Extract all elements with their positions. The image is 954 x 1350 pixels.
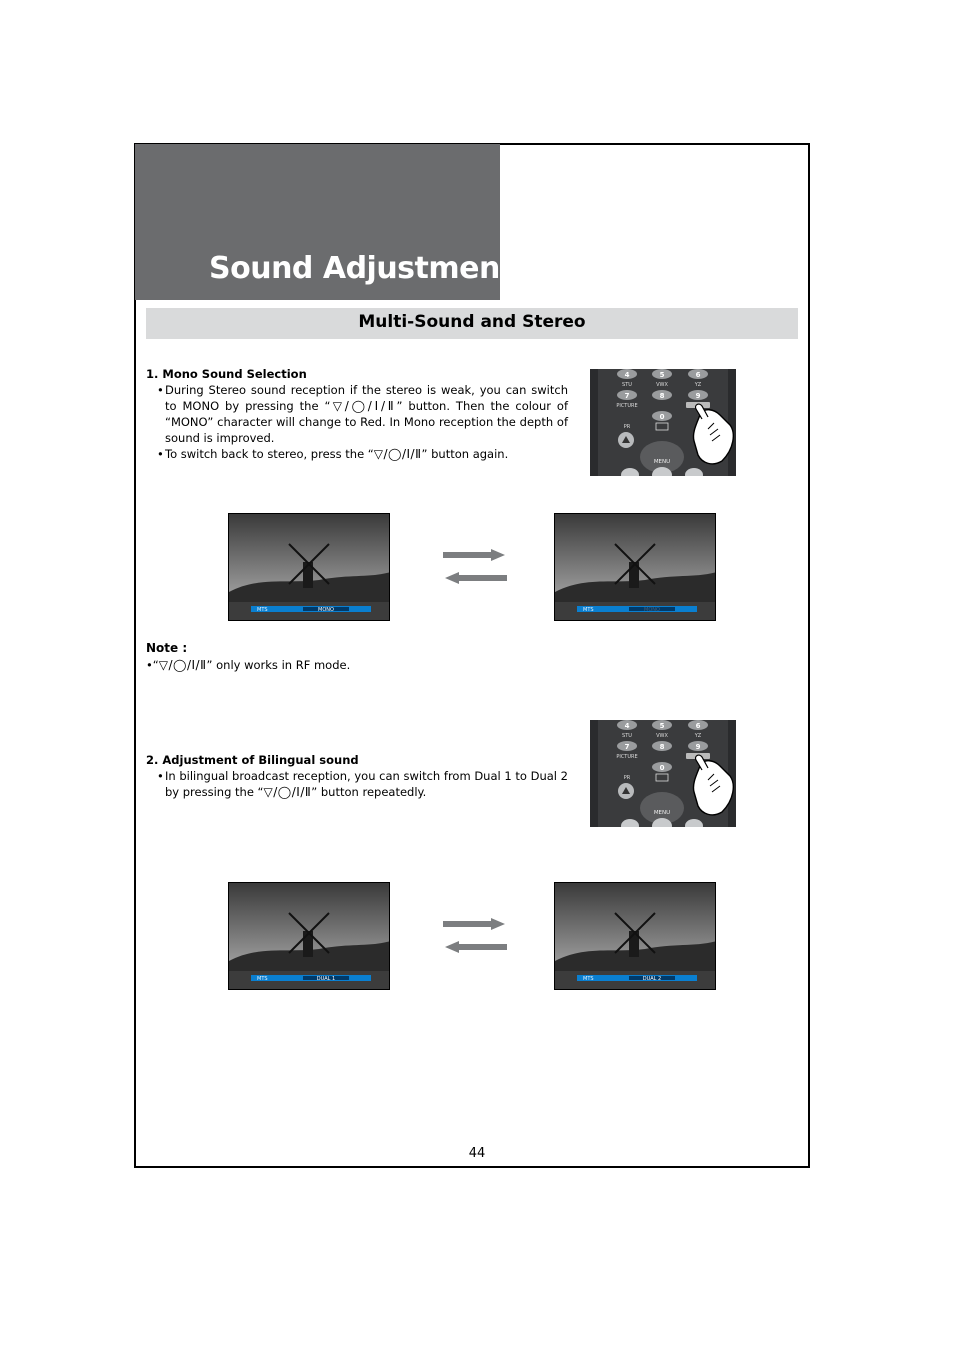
svg-text:0: 0 (659, 764, 665, 772)
remote-control-image (590, 720, 736, 827)
key-9: 9 (695, 392, 701, 400)
svg-text:YZ: YZ (694, 733, 702, 739)
svg-text:7: 7 (624, 743, 630, 751)
svg-text:6: 6 (695, 722, 701, 730)
tv-screenshot-dual-left (228, 882, 390, 990)
key-6: 6 (695, 371, 701, 379)
key-label-stu: STU (622, 382, 632, 388)
title-block (135, 144, 514, 300)
key-0: 0 (659, 413, 665, 421)
tv-screenshot-dual-right (554, 882, 716, 990)
osd-label-mts: MTS (583, 976, 594, 982)
mts-symbol-icon: ▽/◯/Ⅰ/Ⅱ (263, 785, 312, 799)
svg-text:PR: PR (623, 775, 631, 781)
mono-heading: 1. Mono Sound Selection (146, 367, 307, 381)
remote-illustration (590, 369, 736, 476)
mono-bullet-2: • To switch back to stereo, press the “▽/◯/Ⅰ/Ⅱ” button again. (157, 447, 509, 461)
bilingual-bullet: • In bilingual broadcast reception, you can switch from Dual 1 to Dual 2 by pressing the “▽/◯/Ⅰ/Ⅱ” button repeatedly. (157, 769, 568, 799)
osd-value-mono: MONO (644, 607, 660, 613)
svg-text:VWX: VWX (656, 733, 668, 739)
svg-text:9: 9 (695, 743, 701, 751)
tv-screenshot-mono-left (228, 513, 390, 621)
osd-value-mono: MONO (318, 607, 334, 613)
svg-text:8: 8 (659, 743, 665, 751)
tv-screenshot-mono-right (554, 513, 716, 621)
osd-label-mts: MTS (257, 976, 268, 982)
key-8: 8 (659, 392, 665, 400)
key-label-yz: YZ (694, 382, 702, 388)
note-body: •“▽/◯/Ⅰ/Ⅱ” only works in RF mode. (146, 658, 351, 672)
osd-value-dual2: DUAL 2 (642, 976, 662, 982)
key-7: 7 (624, 392, 630, 400)
osd-label-mts: MTS (257, 607, 268, 613)
mono-bullet-1: • During Stereo sound reception if the stereo is weak, you can switch to MONO by pressing the “▽/◯/Ⅰ/Ⅱ” button. Then the colour of “MONO” character will change to Red. In Mono reception the depth of sound is improved. (157, 383, 569, 445)
section-title: Multi-Sound and Stereo (358, 312, 586, 332)
svg-text:PICTURE: PICTURE (616, 754, 638, 760)
remote-illustration (590, 720, 736, 827)
osd-label-mts: MTS (583, 607, 594, 613)
svg-text:STU: STU (622, 733, 632, 739)
page-title: Sound Adjustment (209, 251, 514, 286)
key-label-vwx: VWX (656, 382, 668, 388)
pr-label: PR (623, 424, 631, 430)
bilingual-section (146, 752, 568, 800)
mts-symbol-icon: ▽/◯/Ⅰ/Ⅱ (373, 447, 422, 461)
svg-text:MENU: MENU (653, 810, 671, 816)
key-5: 5 (659, 371, 665, 379)
swap-arrows-icon (443, 918, 507, 956)
svg-text:5: 5 (659, 722, 665, 730)
mts-symbol-icon: ▽/◯/Ⅰ/Ⅱ (330, 399, 397, 413)
key-label-picture: PICTURE (616, 403, 638, 409)
remote-control-image (590, 369, 736, 476)
mono-section (146, 366, 568, 462)
svg-text:4: 4 (624, 722, 630, 730)
osd-value-dual1: DUAL 1 (316, 976, 336, 982)
section-bar (146, 308, 798, 339)
swap-arrows-icon (443, 549, 507, 587)
note-heading: Note : (146, 641, 188, 655)
mts-symbol-icon: ▽/◯/Ⅰ/Ⅱ (158, 658, 207, 672)
bilingual-heading: 2. Adjustment of Bilingual sound (146, 753, 359, 767)
menu-label: MENU (653, 459, 671, 465)
key-4: 4 (624, 371, 630, 379)
page-number: 44 (468, 1146, 486, 1161)
